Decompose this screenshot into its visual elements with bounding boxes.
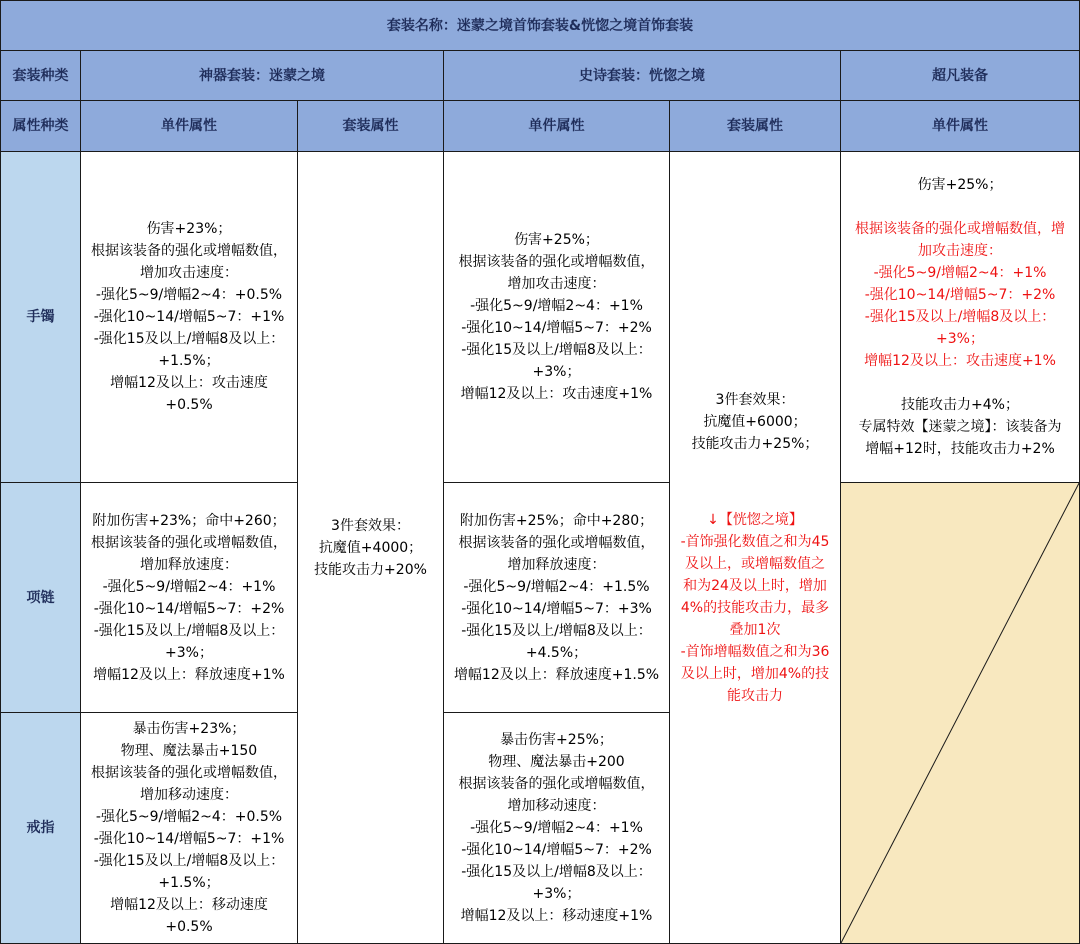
artifact-necklace-attr: 附加伤害+23%；命中+260； 根据该装备的强化或增幅数值， 增加释放速度： -强化5~9/增幅2~4：+1% -强化10~14/增幅5~7：+2% -强化15及以上/增幅8及以上： +3%； 增幅12及以上：释放速度+1% [81, 483, 298, 713]
epic-set-effect [670, 152, 841, 944]
artifact-single-attr-header: 单件属性 [81, 101, 298, 152]
epic-necklace-attr: 附加伤害+25%；命中+280； 根据该装备的强化或增幅数值， 增加释放速度： -强化5~9/增幅2~4：+1.5% -强化10~14/增幅5~7：+3% -强化15及以上/增幅8及以上： +4.5%； 增幅12及以上：释放速度+1.5% [444, 483, 670, 713]
beyond-empty-cell [841, 483, 1080, 944]
row-label-necklace: 项链 [1, 483, 81, 713]
beyond-equipment-header: 超凡装备 [841, 51, 1080, 101]
artifact-set-effect: 3件套效果： 抗魔值+4000； 技能攻击力+20% [298, 152, 444, 944]
beyond-bracelet-damage: 伤害+25%； [917, 177, 1003, 193]
beyond-bracelet-skill: 技能攻击力+4%； 专属特效【迷蒙之境】：该装备为 增幅+12时，技能攻击力+2% [858, 397, 1062, 457]
beyond-bracelet-attr [841, 152, 1080, 483]
epic-set-effect-main: 3件套效果： 抗魔值+6000； 技能攻击力+25%； [691, 391, 819, 452]
artifact-set-attr-header: 套装属性 [298, 101, 444, 152]
set-name-title: 套装名称：迷蒙之境首饰套装&恍惚之境首饰套装 [1, 1, 1080, 51]
epic-set-header: 史诗套装：恍惚之境 [444, 51, 841, 101]
epic-set-effect-special: ↓【恍惚之境】 -首饰强化数值之和为45 及以上，或增幅数值之 和为24及以上时，增加 4%的技能攻击力，最多 叠加1次 -首饰增幅数值之和为36 及以上时，增加4%的技 能攻击力 [680, 511, 830, 704]
set-type-label: 套装种类 [1, 51, 81, 101]
epic-bracelet-attr: 伤害+25%； 根据该装备的强化或增幅数值， 增加攻击速度： -强化5~9/增幅2~4：+1% -强化10~14/增幅5~7：+2% -强化15及以上/增幅8及以上： +3%； 增幅12及以上：攻击速度+1% [444, 152, 670, 483]
attribute-type-label: 属性种类 [1, 101, 81, 152]
artifact-ring-attr: 暴击伤害+23%； 物理、魔法暴击+150 根据该装备的强化或增幅数值， 增加移动速度： -强化5~9/增幅2~4：+0.5% -强化10~14/增幅5~7：+1% -强化15及以上/增幅8及以上： +1.5%； 增幅12及以上：移动速度 +0.5% [81, 713, 298, 944]
epic-single-attr-header: 单件属性 [444, 101, 670, 152]
row-label-ring: 戒指 [1, 713, 81, 944]
epic-ring-attr: 暴击伤害+25%； 物理、魔法暴击+200 根据该装备的强化或增幅数值， 增加移动速度： -强化5~9/增幅2~4：+1% -强化10~14/增幅5~7：+2% -强化15及以上/增幅8及以上： +3%； 增幅12及以上：移动速度+1% [444, 713, 670, 944]
epic-set-attr-header: 套装属性 [670, 101, 841, 152]
beyond-bracelet-speed: 根据该装备的强化或增幅数值，增 加攻击速度： -强化5~9/增幅2~4：+1% -强化10~14/增幅5~7：+2% -强化15及以上/增幅8及以上： +3%； 增幅12及以上：攻击速度+1% [855, 221, 1066, 369]
row-label-bracelet: 手镯 [1, 152, 81, 483]
artifact-set-header: 神器套装：迷蒙之境 [81, 51, 444, 101]
artifact-bracelet-attr: 伤害+23%； 根据该装备的强化或增幅数值， 增加攻击速度： -强化5~9/增幅2~4：+0.5% -强化10~14/增幅5~7：+1% -强化15及以上/增幅8及以上： +1.5%； 增幅12及以上：攻击速度 +0.5% [81, 152, 298, 483]
diagonal-slash [841, 483, 1079, 943]
beyond-single-attr-header: 单件属性 [841, 101, 1080, 152]
